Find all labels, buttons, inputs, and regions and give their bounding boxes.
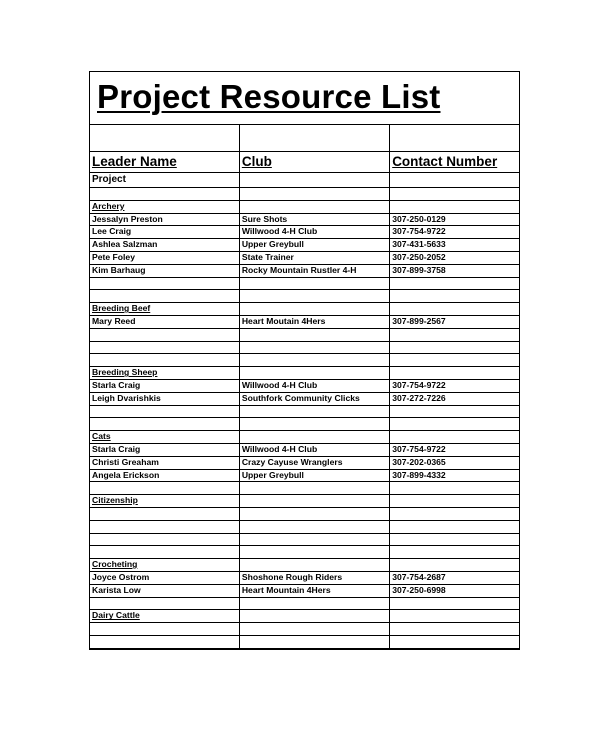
blank-row [90,623,519,636]
blank-row [90,405,519,418]
section-name: Dairy Cattle [90,610,239,623]
leader-name-cell: Christi Greaham [90,456,239,469]
club-cell: Willwood 4-H Club [239,379,389,392]
club-cell: Willwood 4-H Club [239,443,389,456]
table-row [90,125,519,152]
contact-number-cell: 307-754-9722 [390,226,519,239]
blank-row [90,277,519,290]
section-row [90,559,519,572]
resource-table [90,125,519,648]
table-row [90,239,519,252]
contact-number-cell: 307-899-2567 [390,315,519,328]
page-title: Project Resource List [97,78,441,115]
table-row [90,264,519,277]
blank-row [90,328,519,341]
club-cell: Heart Moutain 4Hers [239,315,389,328]
club-cell: State Trainer [239,251,389,264]
blank-row [90,597,519,610]
club-cell: Heart Mountain 4Hers [239,584,389,597]
leader-name-cell: Angela Erickson [90,469,239,482]
blank-row [90,482,519,495]
table-row [90,379,519,392]
leader-name-cell: Mary Reed [90,315,239,328]
contact-number-cell: 307-250-2052 [390,251,519,264]
project-label: Project [90,173,239,188]
table-row [90,469,519,482]
blank-row [90,418,519,431]
leader-name-cell: Pete Foley [90,251,239,264]
section-row [90,367,519,380]
contact-number-cell: 307-899-4332 [390,469,519,482]
section-name: Breeding Beef [90,303,239,316]
resource-list-sheet [89,71,520,650]
section-row [90,303,519,316]
club-cell: Crazy Cayuse Wranglers [239,456,389,469]
table-row [90,571,519,584]
header-leader-name: Leader Name [90,152,239,173]
contact-number-cell: 307-202-0365 [390,456,519,469]
header-club: Club [239,152,389,173]
leader-name-cell: Leigh Dvarishkis [90,392,239,405]
project-label-row [90,173,519,188]
club-cell: Upper Greybull [239,469,389,482]
title-row [90,72,519,125]
blank-row [90,290,519,303]
leader-name-cell: Starla Craig [90,443,239,456]
club-cell: Sure Shots [239,213,389,226]
section-name: Cats [90,431,239,444]
club-cell: Upper Greybull [239,239,389,252]
table-row [90,392,519,405]
table-row [90,251,519,264]
blank-row [90,507,519,520]
section-row [90,495,519,508]
table-row [90,584,519,597]
section-name: Archery [90,200,239,213]
leader-name-cell: Jessalyn Preston [90,213,239,226]
blank-row [90,635,519,647]
blank-row [90,520,519,533]
contact-number-cell: 307-272-7226 [390,392,519,405]
leader-name-cell: Joyce Ostrom [90,571,239,584]
blank-row [90,546,519,559]
leader-name-cell: Kim Barhaug [90,264,239,277]
table-row [90,213,519,226]
blank-row [90,188,519,201]
contact-number-cell: 307-754-2687 [390,571,519,584]
club-cell: Southfork Community Clicks [239,392,389,405]
leader-name-cell: Lee Craig [90,226,239,239]
section-row [90,200,519,213]
header-contact-number: Contact Number [390,152,519,173]
table-row [90,443,519,456]
table-row [90,456,519,469]
blank-row [90,354,519,367]
contact-number-cell: 307-431-5633 [390,239,519,252]
section-row [90,610,519,623]
header-row [90,152,519,173]
contact-number-cell: 307-899-3758 [390,264,519,277]
leader-name-cell: Starla Craig [90,379,239,392]
leader-name-cell: Karista Low [90,584,239,597]
table-row [90,226,519,239]
blank-row [90,533,519,546]
table-row [90,315,519,328]
contact-number-cell: 307-250-6998 [390,584,519,597]
contact-number-cell: 307-250-0129 [390,213,519,226]
section-name: Crocheting [90,559,239,572]
club-cell: Rocky Mountain Rustler 4-H [239,264,389,277]
section-name: Citizenship [90,495,239,508]
blank-row [90,341,519,354]
section-row [90,431,519,444]
contact-number-cell: 307-754-9722 [390,379,519,392]
club-cell: Shoshone Rough Riders [239,571,389,584]
contact-number-cell: 307-754-9722 [390,443,519,456]
club-cell: Willwood 4-H Club [239,226,389,239]
section-name: Breeding Sheep [90,367,239,380]
leader-name-cell: Ashlea Salzman [90,239,239,252]
